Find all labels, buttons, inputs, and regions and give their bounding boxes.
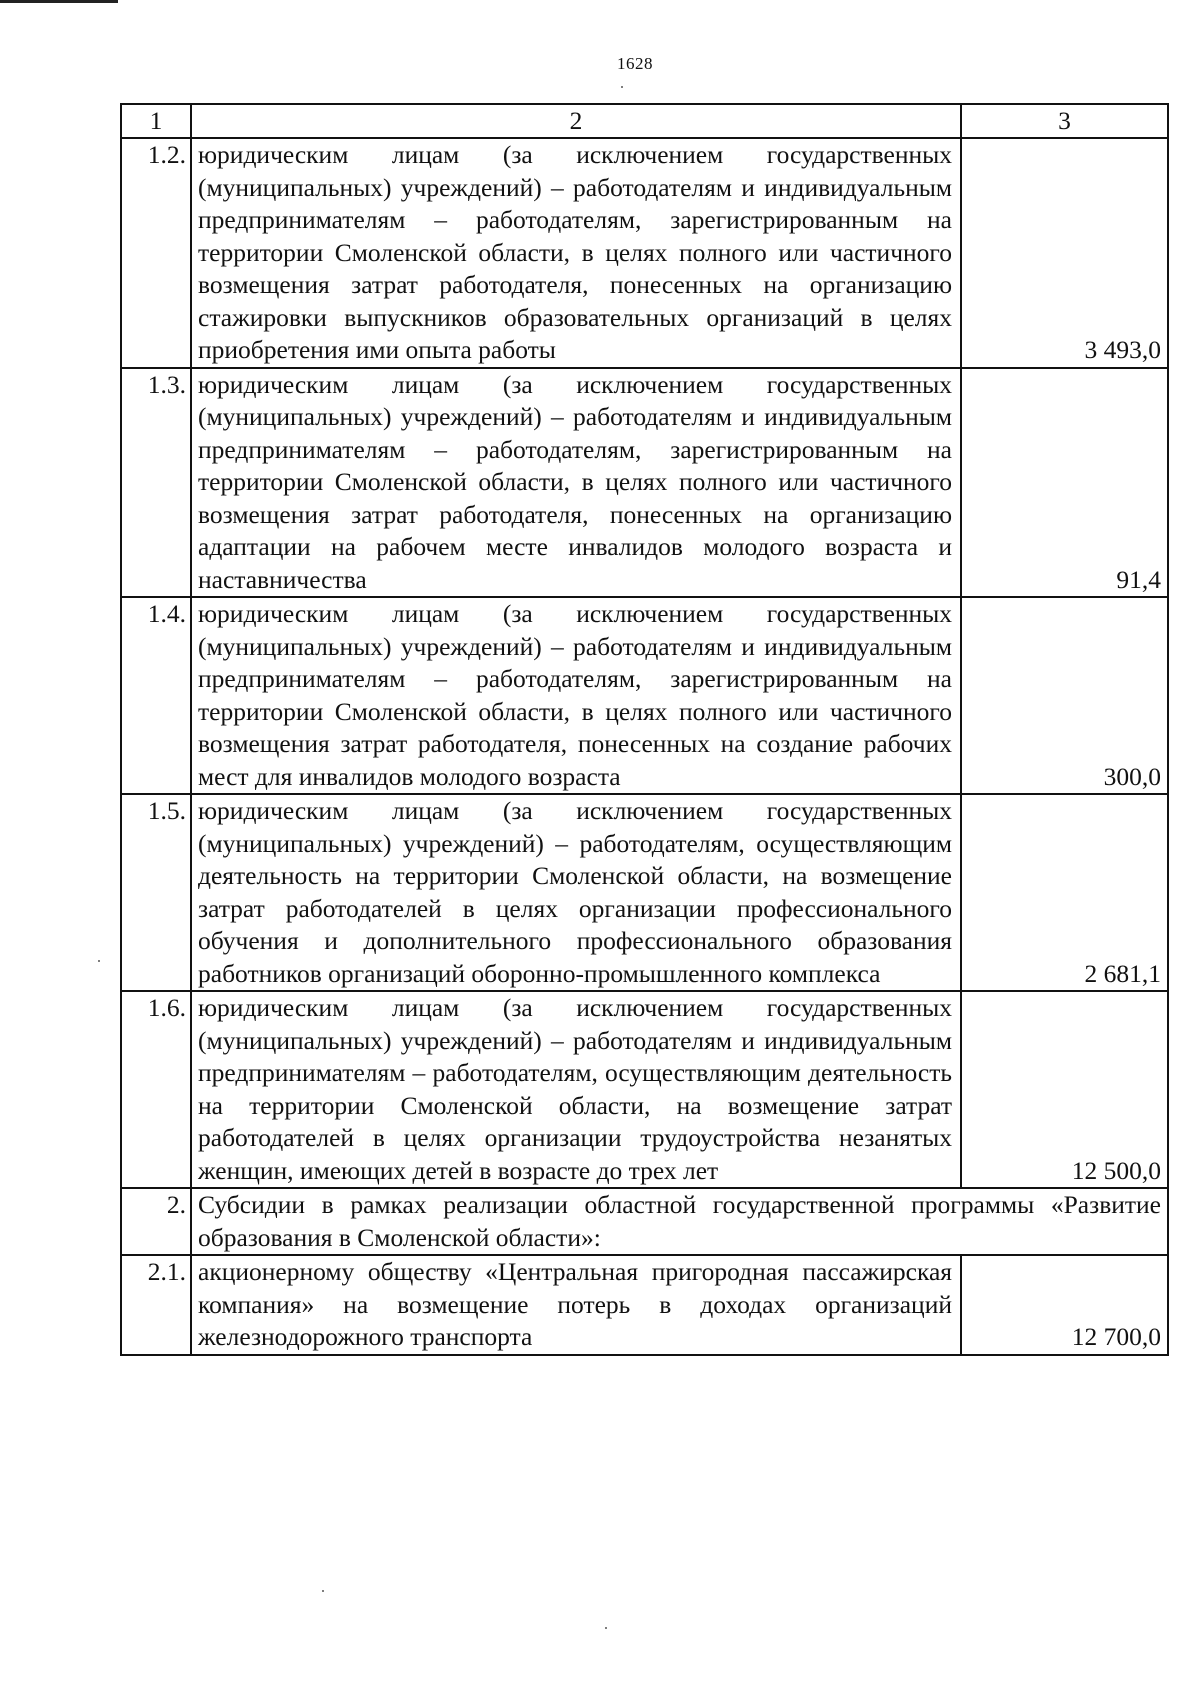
scan-speck <box>621 86 623 88</box>
header-cell-3: 3 <box>961 104 1168 138</box>
row-amount: 2 681,1 <box>961 794 1168 991</box>
section-title: Субсидии в рамках реализации областной государственной программы «Развитие образования в Смоленской области»: <box>191 1188 1168 1255</box>
row-description: юридическим лицам (за исключением государственных (муниципальных) учреждений) – работодателям и индивидуальным предпринимателям – работодателям, зарегистрированным на территории Смоленской области, в целях полного или частичного возмещения затрат работодателя, понесенных на организацию адаптации на рабочем месте инвалидов молодого возраста и наставничества <box>191 368 961 598</box>
row-number: 1.6. <box>121 991 191 1188</box>
row-description: юридическим лицам (за исключением государственных (муниципальных) учреждений) – работодателям, осуществляющим деятельность на территории Смоленской области, на возмещение затрат работодателей в целях организации профессионального обучения и дополнительного профессионального образования работников организаций оборонно-промышленного комплекса <box>191 794 961 991</box>
section-row <box>121 1188 1168 1255</box>
row-amount: 300,0 <box>961 597 1168 794</box>
row-amount: 12 500,0 <box>961 991 1168 1188</box>
table-row <box>121 1255 1168 1355</box>
row-description: акционерному обществу «Центральная пригородная пассажирская компания» на возмещение потерь в доходах организаций железнодорожного транспорта <box>191 1255 961 1355</box>
table-row <box>121 138 1168 368</box>
scan-speck <box>605 1627 607 1629</box>
row-number: 1.4. <box>121 597 191 794</box>
budget-table <box>120 103 1169 1356</box>
table-row <box>121 368 1168 598</box>
row-amount: 3 493,0 <box>961 138 1168 368</box>
table-row <box>121 991 1168 1188</box>
scan-speck <box>322 1590 324 1592</box>
header-cell-2: 2 <box>191 104 961 138</box>
page-number: 1628 <box>617 54 653 73</box>
row-description: юридическим лицам (за исключением государственных (муниципальных) учреждений) – работодателям и индивидуальным предпринимателям – работодателям, осуществляющим деятельность на территории Смоленской области, на возмещение затрат работодателей в целях организации трудоустройства незанятых женщин, имеющих детей в возрасте до трех лет <box>191 991 961 1188</box>
header-cell-1: 1 <box>121 104 191 138</box>
table-row <box>121 597 1168 794</box>
row-description: юридическим лицам (за исключением государственных (муниципальных) учреждений) – работодателям и индивидуальным предпринимателям – работодателям, зарегистрированным на территории Смоленской области, в целях полного или частичного возмещения затрат работодателя, понесенных на организацию стажировки выпускников образовательных организаций в целях приобретения ими опыта работы <box>191 138 961 368</box>
header-row <box>121 104 1168 138</box>
row-number: 1.5. <box>121 794 191 991</box>
row-number: 1.3. <box>121 368 191 598</box>
scan-edge-mark <box>0 0 118 3</box>
row-amount: 12 700,0 <box>961 1255 1168 1355</box>
row-description: юридическим лицам (за исключением государственных (муниципальных) учреждений) – работодателям и индивидуальным предпринимателям – работодателям, зарегистрированным на территории Смоленской области, в целях полного или частичного возмещения затрат работодателя, понесенных на создание рабочих мест для инвалидов молодого возраста <box>191 597 961 794</box>
table-row <box>121 794 1168 991</box>
row-amount: 91,4 <box>961 368 1168 598</box>
row-number: 1.2. <box>121 138 191 368</box>
row-number: 2.1. <box>121 1255 191 1355</box>
section-number: 2. <box>121 1188 191 1255</box>
scan-speck <box>98 960 100 962</box>
